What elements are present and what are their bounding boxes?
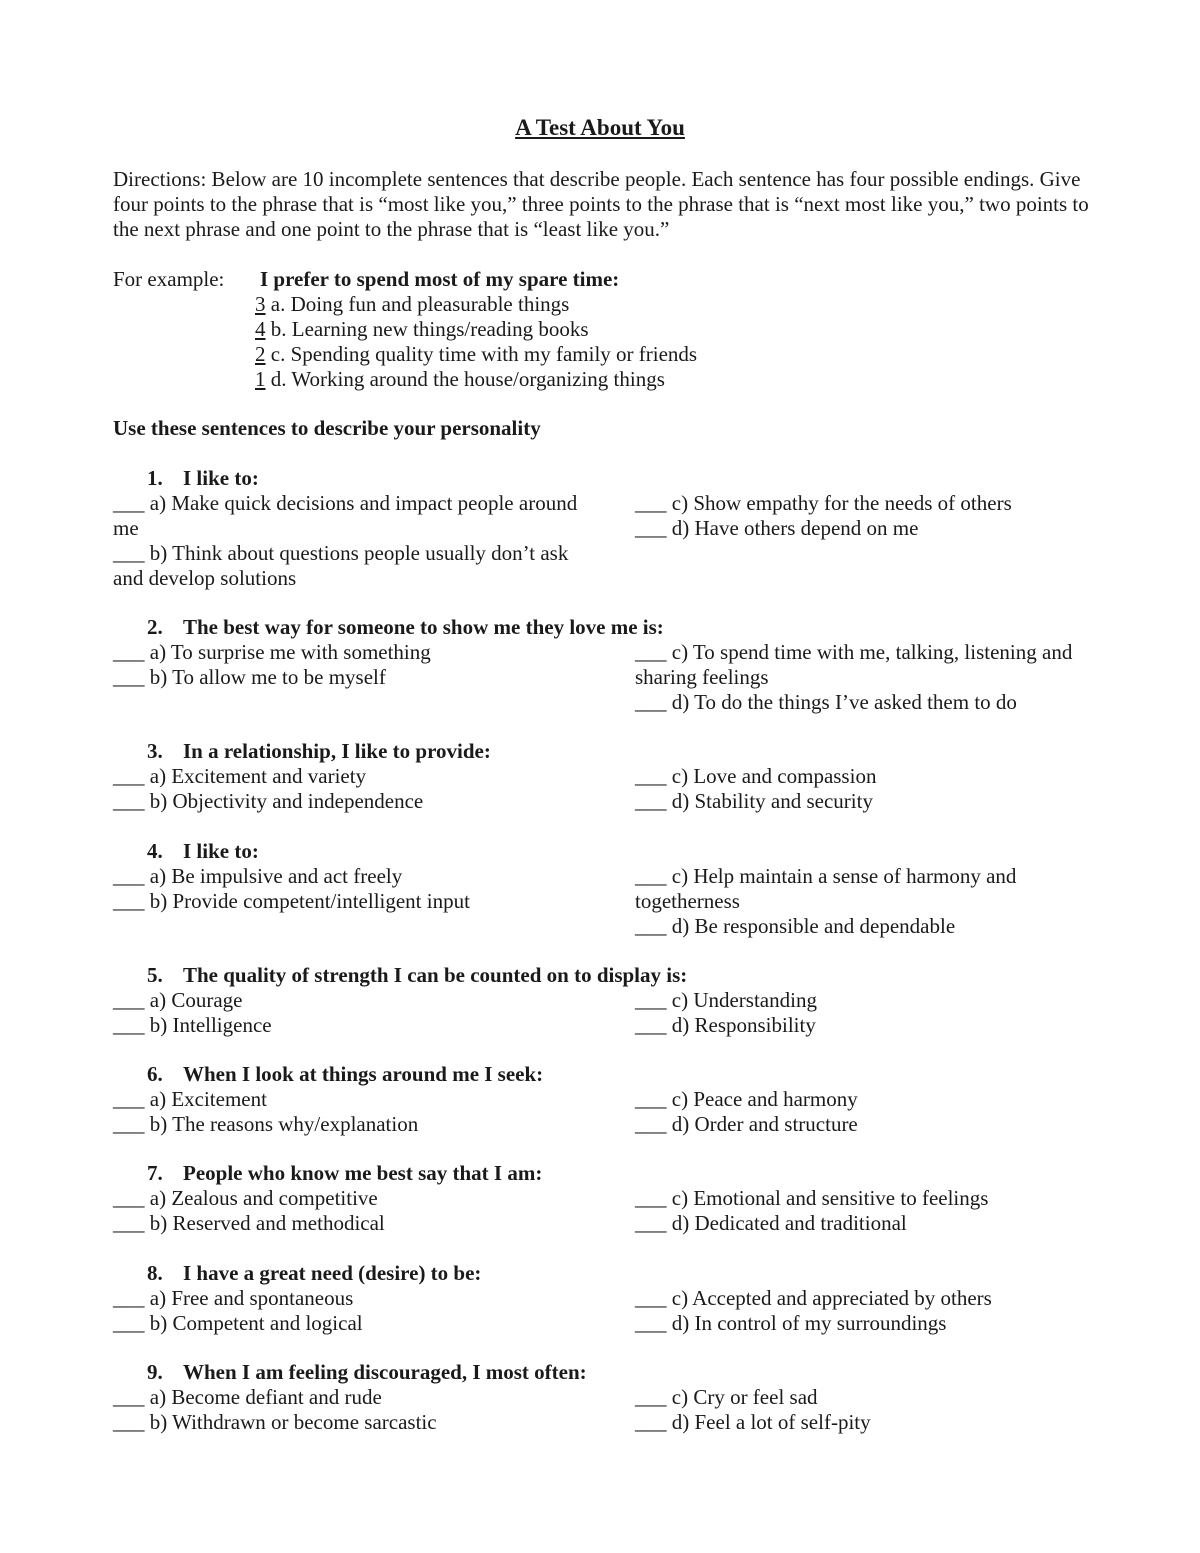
option-b: ___ b) Reserved and methodical (113, 1211, 385, 1235)
option-d: ___ d) Have others depend on me (635, 516, 919, 540)
example-option-text: a. Doing fun and pleasurable things (265, 292, 570, 316)
question-heading (147, 615, 664, 640)
example-option (255, 317, 589, 342)
section-heading: Use these sentences to describe your personality (113, 416, 541, 440)
question-right-options (635, 988, 1105, 1038)
question-left-options (113, 1385, 583, 1435)
question-left-options (113, 764, 583, 814)
option-c: ___ c) Cry or feel sad (635, 1385, 818, 1409)
question-number: 9. (147, 1360, 163, 1384)
question-left-options (113, 988, 583, 1038)
option-a: ___ a) Make quick decisions and impact people around me (113, 491, 578, 540)
option-a: ___ a) To surprise me with something (113, 640, 431, 664)
option-a: ___ a) Courage (113, 988, 243, 1012)
example-label: For example: (113, 267, 225, 291)
option-c: ___ c) Peace and harmony (635, 1087, 858, 1111)
question-right-options (635, 1286, 1105, 1336)
question-heading (147, 1261, 481, 1286)
directions-text: Directions: Below are 10 incomplete sentences that describe people. Each sentence has four possible endings. Give four points to the phrase that is “most like you,” three points to the phrase that is “next most like you,” two points to the next phrase and one point to the phrase that is “least like you.” (113, 167, 1089, 241)
option-b: ___ b) The reasons why/explanation (113, 1112, 419, 1136)
example-option (255, 292, 569, 317)
option-c: ___ c) Show empathy for the needs of others (635, 491, 1012, 515)
option-a: ___ a) Become defiant and rude (113, 1385, 382, 1409)
question-left-options (113, 640, 583, 690)
option-b: ___ b) Competent and logical (113, 1311, 363, 1335)
question-right-options (635, 640, 1105, 715)
example-option-text: c. Spending quality time with my family or friends (265, 342, 698, 366)
question-heading (147, 963, 687, 988)
option-b: ___ b) To allow me to be myself (113, 665, 386, 689)
option-a: ___ a) Be impulsive and act freely (113, 864, 403, 888)
example-points: 2 (255, 342, 266, 366)
question-text: I like to: (183, 839, 259, 863)
option-c: ___ c) Emotional and sensitive to feelings (635, 1186, 989, 1210)
question-right-options (635, 491, 1105, 541)
option-d: ___ d) Be responsible and dependable (635, 914, 956, 938)
question-left-options (113, 864, 583, 914)
question-number: 8. (147, 1261, 163, 1285)
question-heading (147, 839, 259, 864)
option-b: ___ b) Provide competent/intelligent input (113, 889, 470, 913)
example-option (255, 342, 697, 367)
question-text: The best way for someone to show me they love me is: (183, 615, 664, 639)
option-d: ___ d) Dedicated and traditional (635, 1211, 907, 1235)
question-number: 1. (147, 466, 163, 490)
question-left-options (113, 1186, 583, 1236)
option-a: ___ a) Excitement and variety (113, 764, 367, 788)
option-b: ___ b) Objectivity and independence (113, 789, 424, 813)
option-b: ___ b) Think about questions people usually don’t ask and develop solutions (113, 541, 569, 590)
question-number: 6. (147, 1062, 163, 1086)
option-d: ___ d) To do the things I’ve asked them to do (635, 690, 1017, 714)
question-text: I have a great need (desire) to be: (183, 1261, 482, 1285)
question-right-options (635, 764, 1105, 814)
question-right-options (635, 1087, 1105, 1137)
option-d: ___ d) Feel a lot of self-pity (635, 1410, 871, 1434)
option-d: ___ d) In control of my surroundings (635, 1311, 947, 1335)
example-points: 1 (255, 367, 266, 391)
question-text: The quality of strength I can be counted on to display is: (183, 963, 688, 987)
option-c: ___ c) Love and compassion (635, 764, 877, 788)
question-text: I like to: (183, 466, 259, 490)
question-number: 5. (147, 963, 163, 987)
question-right-options (635, 1186, 1105, 1236)
option-a: ___ a) Zealous and competitive (113, 1186, 378, 1210)
question-text: When I am feeling discouraged, I most often: (183, 1360, 587, 1384)
option-c: ___ c) Understanding (635, 988, 817, 1012)
question-number: 2. (147, 615, 163, 639)
question-number: 3. (147, 739, 163, 763)
example-option (255, 367, 665, 392)
question-number: 7. (147, 1161, 163, 1185)
option-b: ___ b) Intelligence (113, 1013, 272, 1037)
document-title: A Test About You (515, 115, 685, 140)
question-right-options (635, 1385, 1105, 1435)
option-a: ___ a) Free and spontaneous (113, 1286, 354, 1310)
question-text: In a relationship, I like to provide: (183, 739, 491, 763)
option-d: ___ d) Stability and security (635, 789, 873, 813)
question-left-options (113, 1286, 583, 1336)
question-text: People who know me best say that I am: (183, 1161, 543, 1185)
question-left-options (113, 1087, 583, 1137)
example-option-text: d. Working around the house/organizing things (265, 367, 665, 391)
option-c: ___ c) Help maintain a sense of harmony and togetherness (635, 864, 1017, 913)
question-heading (147, 466, 259, 491)
question-text: When I look at things around me I seek: (183, 1062, 544, 1086)
example-question: I prefer to spend most of my spare time: (260, 267, 620, 291)
example-points: 3 (255, 292, 266, 316)
example-option-text: b. Learning new things/reading books (265, 317, 589, 341)
option-c: ___ c) Accepted and appreciated by others (635, 1286, 992, 1310)
option-d: ___ d) Responsibility (635, 1013, 816, 1037)
option-d: ___ d) Order and structure (635, 1112, 858, 1136)
option-b: ___ b) Withdrawn or become sarcastic (113, 1410, 437, 1434)
question-right-options (635, 864, 1105, 939)
question-heading (147, 1360, 587, 1385)
question-number: 4. (147, 839, 163, 863)
question-heading (147, 1161, 542, 1186)
option-c: ___ c) To spend time with me, talking, listening and sharing feelings (635, 640, 1073, 689)
question-heading (147, 739, 491, 764)
example-points: 4 (255, 317, 266, 341)
question-left-options (113, 491, 583, 591)
option-a: ___ a) Excitement (113, 1087, 267, 1111)
question-heading (147, 1062, 543, 1087)
